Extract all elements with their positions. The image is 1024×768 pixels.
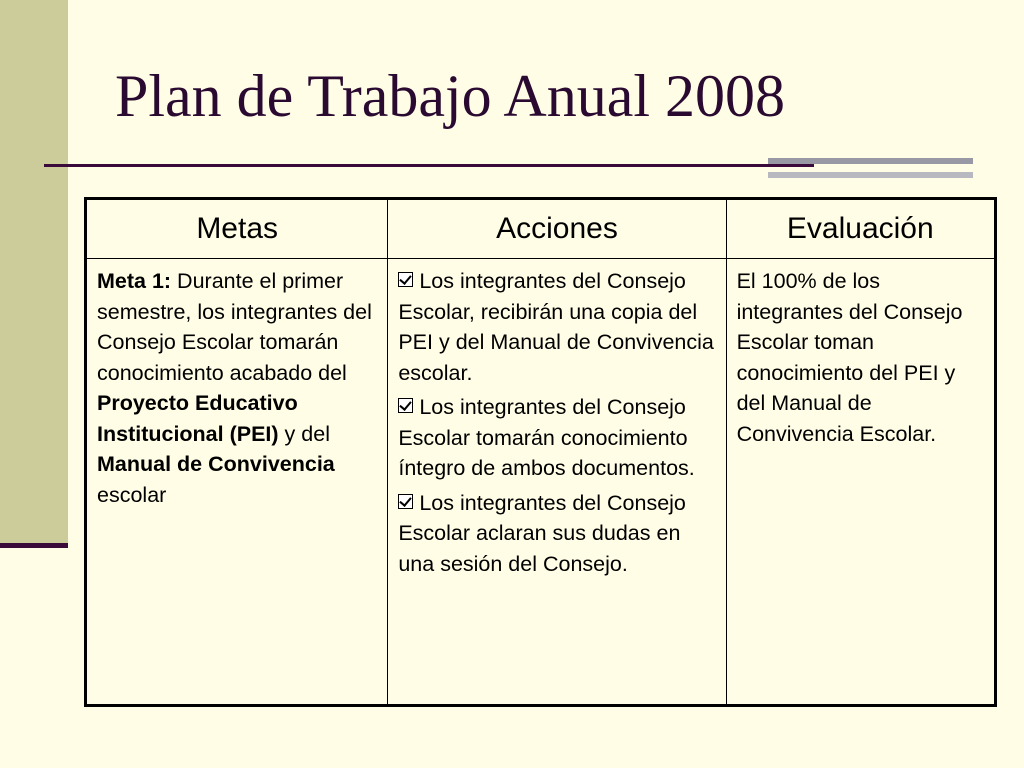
header-metas: Metas — [86, 199, 388, 259]
evaluacion-cell — [726, 259, 995, 706]
acciones-cell — [388, 259, 726, 706]
title-divider — [44, 164, 814, 167]
accion-text: Los integrantes del Consejo Escolar, recibirán una copia del PEI y del Manual de Convivencia escolar. — [398, 269, 714, 385]
header-evaluacion: Evaluación — [726, 199, 995, 259]
meta-label: Meta 1: — [97, 269, 172, 293]
accion-item — [398, 266, 715, 388]
checkbox-icon — [398, 494, 413, 509]
checkbox-icon — [398, 398, 413, 413]
slide-title: Plan de Trabajo Anual 2008 — [115, 63, 785, 129]
accion-text: Los integrantes del Consejo Escolar aclaran sus dudas en una sesión del Consejo. — [398, 490, 686, 576]
meta-text-3: escolar — [97, 482, 167, 507]
left-accent-bar — [0, 0, 68, 545]
evaluacion-text: El 100% de los integrantes del Consejo Escolar toman conocimiento del PEI y del Manual de Convivencia Escolar. — [736, 269, 963, 446]
accion-item — [398, 488, 715, 580]
header-acciones: Acciones — [388, 199, 726, 259]
accion-item — [398, 392, 715, 484]
accion-text: Los integrantes del Consejo Escolar tomarán conocimiento íntegro de ambos documentos. — [398, 395, 695, 480]
meta-cell — [86, 259, 388, 706]
meta-pei: Proyecto Educativo Institucional (PEI) — [97, 391, 298, 446]
checkbox-icon — [398, 272, 413, 287]
title-divider-gray-bottom — [768, 172, 973, 178]
meta-manual: Manual de Convivencia — [97, 452, 335, 476]
table-row — [86, 259, 996, 706]
meta-text-2: y del — [278, 421, 330, 446]
meta-text-1: Durante el primer semestre, los integrantes del Consejo Escolar tomarán conocimiento acabado del — [97, 269, 372, 385]
left-accent-line — [0, 543, 68, 548]
plan-table — [84, 197, 997, 707]
table-header-row — [86, 199, 996, 259]
title-divider-gray-top — [768, 158, 973, 164]
